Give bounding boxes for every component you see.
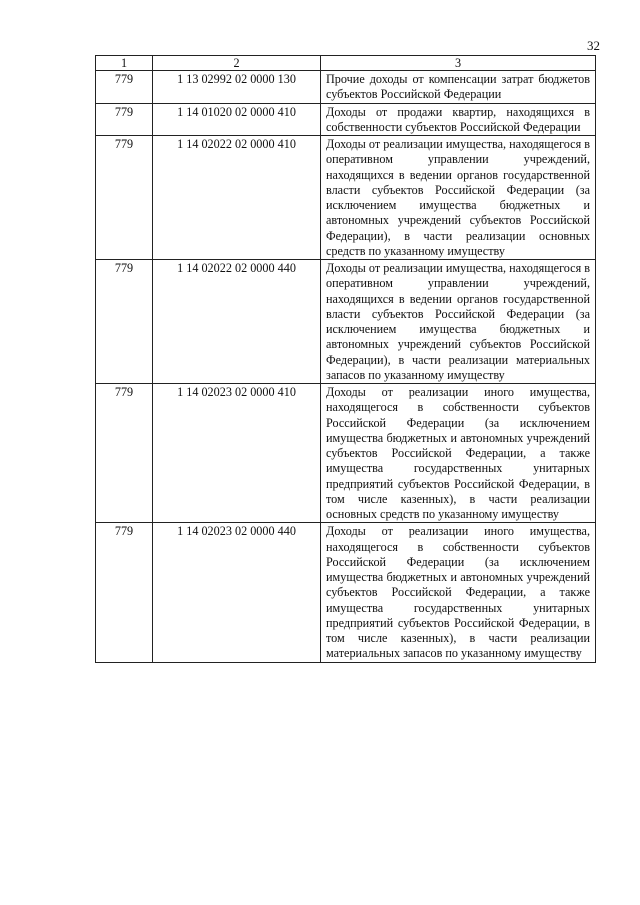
- column-header-1: 1: [96, 56, 153, 71]
- kbk-code-cell: 1 14 01020 02 0000 410: [153, 103, 321, 136]
- description-cell: Доходы от реализации иного имущества, находящегося в собственности субъектов Российской Федерации (за исключением имущества бюджетных и автономных учреждений субъектов Российской Федерации, а также имущества государственных унитарных предприятий субъектов Российской Федерации, в том числе казенных), в части реализации основных средств по указанному имуществу: [321, 384, 596, 523]
- kbk-code-cell: 1 14 02023 02 0000 410: [153, 384, 321, 523]
- admin-code-cell: 779: [96, 523, 153, 662]
- admin-code-cell: 779: [96, 71, 153, 104]
- column-header-3: 3: [321, 56, 596, 71]
- table-row: [96, 136, 596, 260]
- admin-code-cell: 779: [96, 103, 153, 136]
- kbk-code-cell: 1 13 02992 02 0000 130: [153, 71, 321, 104]
- page-number: 32: [587, 38, 600, 53]
- table-row: [96, 523, 596, 662]
- description-cell: Доходы от реализации имущества, находящегося в оперативном управлении учреждений, находящихся в ведении органов государственной власти субъектов Российской Федерации (за исключением имущества бюджетных и автономных учреждений субъектов Российской Федерации), в части реализации материальных запасов по указанному имуществу: [321, 260, 596, 384]
- table-row: [96, 384, 596, 523]
- revenue-codes-table: [95, 55, 596, 663]
- kbk-code-cell: 1 14 02022 02 0000 410: [153, 136, 321, 260]
- table-row: [96, 260, 596, 384]
- admin-code-cell: 779: [96, 384, 153, 523]
- table-row: [96, 103, 596, 136]
- description-cell: Доходы от реализации имущества, находящегося в оперативном управлении учреждений, находящихся в ведении органов государственной власти субъектов Российской Федерации (за исключением имущества бюджетных и автономных учреждений субъектов Российской Федерации), в части реализации основных средств по указанному имуществу: [321, 136, 596, 260]
- table-row: [96, 71, 596, 104]
- admin-code-cell: 779: [96, 136, 153, 260]
- table-header-row: [96, 56, 596, 71]
- description-cell: Доходы от реализации иного имущества, находящегося в собственности субъектов Российской Федерации (за исключением имущества бюджетных и автономных учреждений субъектов Российской Федерации, а также имущества государственных унитарных предприятий субъектов Российской Федерации, в том числе казенных), в части реализации материальных запасов по указанному имуществу: [321, 523, 596, 662]
- admin-code-cell: 779: [96, 260, 153, 384]
- column-header-2: 2: [153, 56, 321, 71]
- kbk-code-cell: 1 14 02022 02 0000 440: [153, 260, 321, 384]
- description-cell: Прочие доходы от компенсации затрат бюджетов субъектов Российской Федерации: [321, 71, 596, 104]
- kbk-code-cell: 1 14 02023 02 0000 440: [153, 523, 321, 662]
- description-cell: Доходы от продажи квартир, находящихся в собственности субъектов Российской Федерации: [321, 103, 596, 136]
